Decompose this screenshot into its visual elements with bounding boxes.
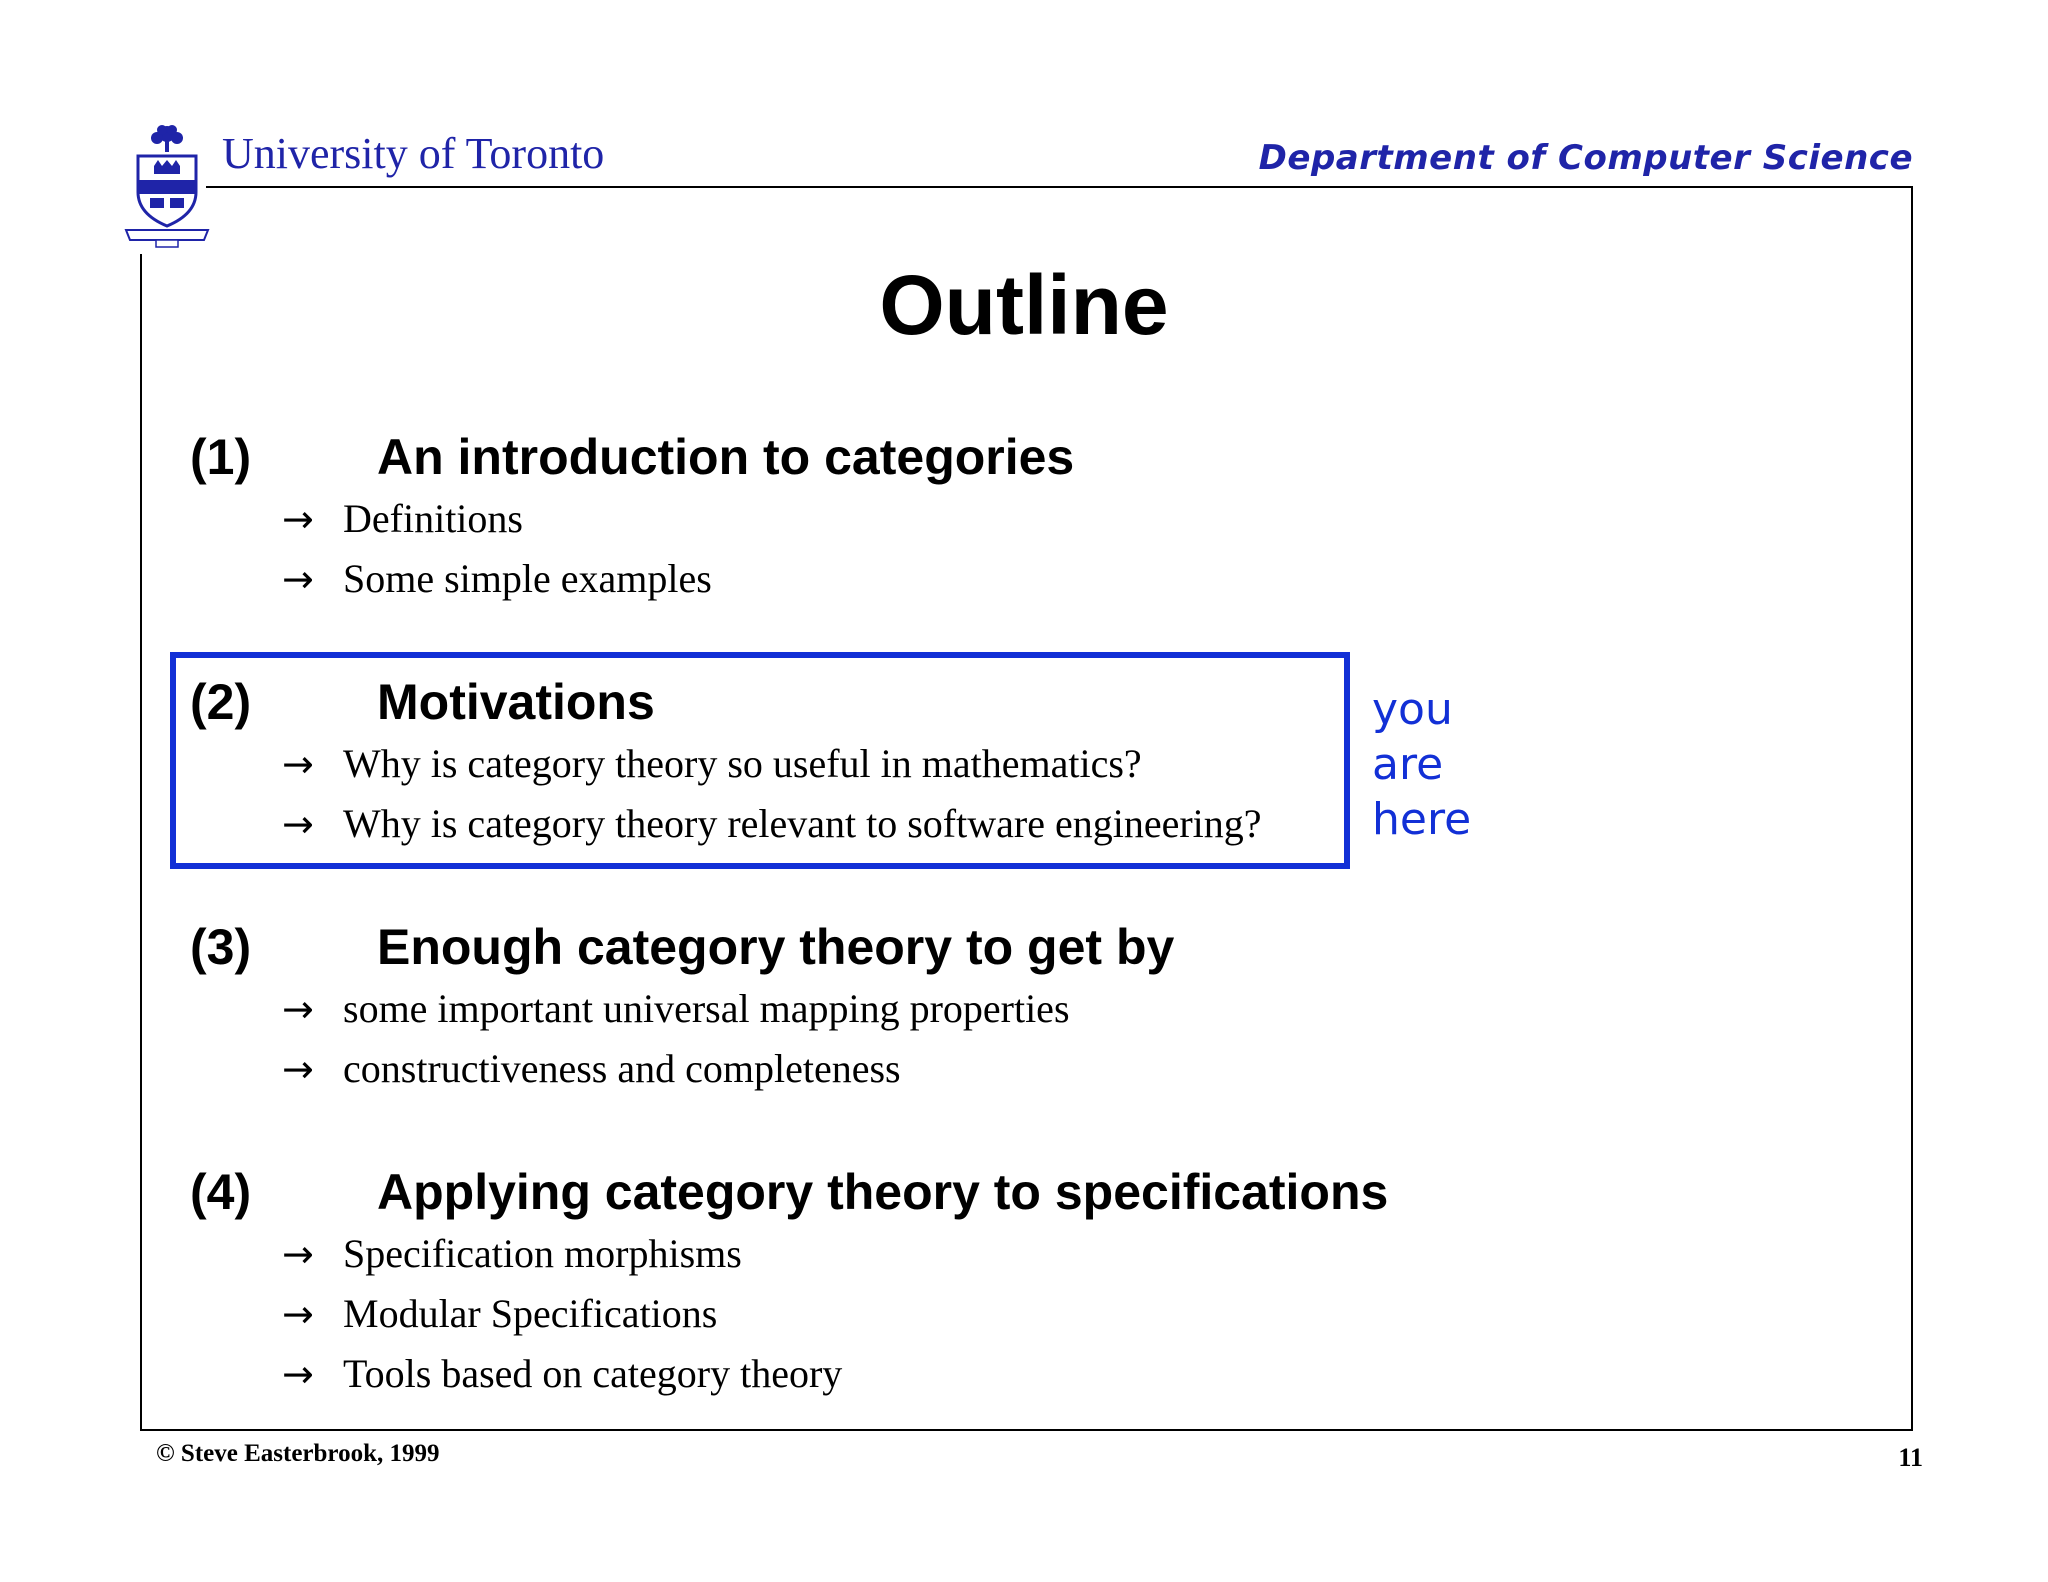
arrow-right-icon: → (282, 1292, 314, 1336)
you-are-here-label: are (1372, 739, 1444, 790)
section-number: (1) (190, 429, 252, 485)
arrow-right-icon: → (282, 557, 314, 601)
bullet-item: Why is category theory relevant to software engineering? (343, 801, 1262, 846)
section-number: (3) (190, 919, 252, 975)
header-rule (206, 186, 1913, 188)
you-are-here-label: you (1372, 684, 1453, 735)
bullet-item: Specification morphisms (343, 1231, 742, 1276)
bullet-item: Some simple examples (343, 556, 712, 601)
university-name: University of Toronto (222, 129, 605, 178)
bullet-item: constructiveness and completeness (343, 1046, 901, 1091)
section-heading: Enough category theory to get by (377, 919, 1175, 975)
bullet-item: Why is category theory so useful in mathematics? (343, 741, 1142, 786)
section-number: (4) (190, 1164, 252, 1220)
department-name: Department of Computer Science (1258, 138, 1913, 178)
page-number: 11 (1898, 1443, 1923, 1472)
arrow-right-icon: → (282, 1352, 314, 1396)
section-heading: Motivations (377, 674, 655, 730)
you-are-here-label: here (1372, 794, 1472, 845)
section-number: (2) (190, 674, 252, 730)
bullet-item: Definitions (343, 496, 523, 541)
arrow-right-icon: → (282, 1232, 314, 1276)
arrow-right-icon: → (282, 802, 314, 846)
arrow-right-icon: → (282, 1047, 314, 1091)
arrow-right-icon: → (282, 497, 314, 541)
bullet-item: Tools based on category theory (343, 1351, 843, 1396)
bullet-item: Modular Specifications (343, 1291, 718, 1336)
frame-right-border (1911, 186, 1913, 1431)
frame-bottom-border (140, 1429, 1913, 1431)
section-heading: An introduction to categories (377, 429, 1075, 485)
frame-left-border (140, 254, 142, 1430)
arrow-right-icon: → (282, 987, 314, 1031)
university-crest-icon (124, 122, 210, 252)
section-heading: Applying category theory to specifications (377, 1164, 1389, 1220)
arrow-right-icon: → (282, 742, 314, 786)
slide-title: Outline (879, 258, 1169, 352)
copyright-notice: © Steve Easterbrook, 1999 (156, 1440, 440, 1467)
bullet-item: some important universal mapping properties (343, 986, 1070, 1031)
